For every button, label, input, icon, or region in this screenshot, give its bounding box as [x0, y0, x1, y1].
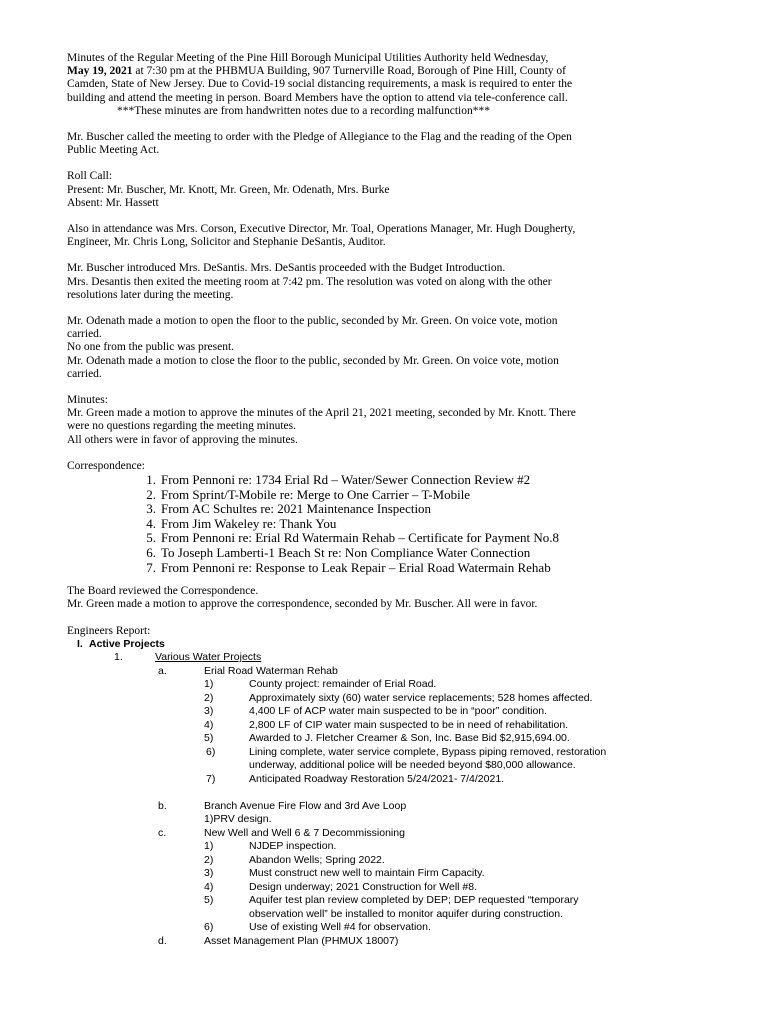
text-span: 1)PRV design. — [204, 813, 272, 826]
subproject-a — [67, 665, 707, 679]
text-span: Mr. Green made a motion to approve the correspondence, seconded by Mr. Buscher. All were in favor. — [67, 598, 538, 611]
text-span: Design underway; 2021 Construction for Well #8. — [249, 880, 478, 893]
absent-list: Absent: Mr. Hassett — [67, 196, 159, 209]
text-span: No one from the public was present. — [67, 341, 235, 354]
correspondence-section — [67, 460, 707, 575]
text-span: carried. — [67, 328, 102, 341]
text-span: carried. — [67, 367, 102, 380]
text-span: All others were in favor of approving the minutes. — [67, 433, 298, 446]
text-span: 5) — [204, 894, 214, 907]
project-heading — [67, 651, 707, 665]
text-span: 3) — [204, 705, 214, 718]
correspondence-review — [67, 585, 707, 611]
roll-call-section — [67, 170, 707, 210]
list-item — [134, 531, 707, 546]
subproject-d — [67, 935, 707, 949]
text-span: resolutions later during the meeting. — [67, 288, 234, 301]
text-span: New Well and Well 6 & 7 Decommissioning — [204, 826, 405, 839]
list-item — [67, 692, 707, 706]
text-span: From Jim Wakeley re: Thank You — [161, 515, 337, 531]
spacer — [67, 786, 707, 800]
list-item — [67, 746, 707, 760]
list-item — [67, 881, 707, 895]
text-span: 2) — [204, 691, 214, 704]
subproject-b — [67, 800, 707, 814]
text-span: 6. — [146, 545, 156, 561]
public-paragraph — [67, 315, 707, 381]
text-span: To Joseph Lamberti-1 Beach St re: Non Compliance Water Connection — [161, 545, 531, 561]
text-span: 4) — [204, 880, 214, 893]
text-span: 1) — [204, 840, 214, 853]
list-item — [67, 854, 707, 868]
text-span: 4) — [204, 718, 214, 731]
text-span: Must construct new well to maintain Firm Capacity. — [249, 867, 485, 880]
attendance-paragraph — [67, 223, 707, 249]
text-span: 1. — [114, 651, 123, 664]
text-span: 2. — [146, 486, 156, 502]
text-span: d. — [158, 934, 167, 947]
section-heading — [67, 638, 707, 652]
text-span: Engineer, Mr. Chris Long, Solicitor and Stephanie DeSantis, Auditor. — [67, 236, 386, 249]
text-span: Mrs. Desantis then exited the meeting room at 7:42 pm. The resolution was voted on along with the other — [67, 275, 552, 288]
present-list: Present: Mr. Buscher, Mr. Knott, Mr. Green, Mr. Odenath, Mrs. Burke — [67, 183, 390, 196]
list-item — [67, 678, 707, 692]
text-span: From Sprint/T-Mobile re: Merge to One Carrier – T-Mobile — [161, 486, 471, 502]
text-span: a. — [158, 664, 167, 677]
text-span: underway, additional police will be needed beyond $80,000 allowance. — [249, 759, 576, 772]
text-span: Mr. Odenath made a motion to close the floor to the public, seconded by Mr. Green. On voice vote, motion — [67, 354, 559, 367]
text-span: County project: remainder of Erial Road. — [249, 678, 437, 691]
list-item — [67, 894, 707, 908]
list-item — [67, 921, 707, 935]
text-span: Asset Management Plan (PHMUX 18007) — [204, 934, 399, 947]
text-span: Use of existing Well #4 for observation. — [249, 921, 431, 934]
list-item — [134, 488, 707, 503]
text-span: Abandon Wells; Spring 2022. — [249, 853, 385, 866]
text-span: 2) — [204, 853, 214, 866]
text-span: 1. — [146, 472, 156, 488]
text-span: 6) — [206, 745, 216, 758]
text-span: 2,800 LF of CIP water main suspected to be in need of rehabilitation. — [249, 718, 569, 731]
roll-call-heading: Roll Call: — [67, 170, 113, 183]
list-item — [67, 705, 707, 719]
correspondence-list — [134, 473, 707, 575]
text-span: 7. — [146, 559, 156, 575]
text-span: Public Meeting Act. — [67, 144, 160, 157]
text-span — [67, 638, 707, 949]
list-item — [67, 773, 707, 787]
text-span: Mr. Buscher introduced Mrs. DeSantis. Mrs. DeSantis proceeded with the Budget Introduction. — [67, 262, 506, 275]
minutes-document — [67, 52, 707, 948]
call-to-order-paragraph — [67, 131, 707, 157]
text-span: 6) — [204, 921, 214, 934]
budget-paragraph — [67, 262, 707, 302]
minutes-section — [67, 394, 707, 447]
list-item — [67, 840, 707, 854]
list-item-continued — [67, 908, 707, 922]
text-span: observation well” be installed to monitor aquifer during construction. — [249, 907, 564, 920]
list-item — [67, 719, 707, 733]
text-span: were no questions regarding the meeting minutes. — [67, 420, 296, 433]
list-item — [134, 517, 707, 532]
text-span: Mr. Green made a motion to approve the minutes of the April 21, 2021 meeting, seconded by Mr. Knott. There — [67, 407, 576, 420]
text-span: Various Water Projects — [155, 651, 262, 664]
text-span: Awarded to J. Fletcher Creamer & Son, Inc. Base Bid $2,915,694.00. — [249, 732, 570, 745]
list-item — [67, 867, 707, 881]
list-item — [134, 546, 707, 561]
text-span: From Pennoni re: Erial Rd Watermain Rehab – Certificate for Payment No.8 — [161, 530, 560, 546]
engineers-heading: Engineers Report: — [67, 624, 151, 637]
text-span: NJDEP inspection. — [249, 840, 337, 853]
text-span: at 7:30 pm at the PHBMUA Building, 907 Turnerville Road, Borough of Pine Hill, County of — [132, 65, 566, 78]
intro-paragraph — [67, 52, 707, 118]
list-item-continued — [67, 759, 707, 773]
correspondence-heading: Correspondence: — [67, 459, 145, 472]
engineers-report — [67, 625, 707, 949]
text-span: Active Projects — [89, 637, 165, 650]
text-span: Lining complete, water service complete, Bypass piping removed, restoration — [249, 745, 607, 758]
list-item — [67, 732, 707, 746]
subproject-c — [67, 827, 707, 841]
intro-line: building and attend the meeting in person. Board Members have the option to attend via tele-conference call. — [67, 91, 568, 104]
text-span: 1) — [204, 678, 214, 691]
list-item — [134, 561, 707, 576]
text-span: 7) — [206, 772, 216, 785]
text-span: Branch Avenue Fire Flow and 3rd Ave Loop — [204, 799, 407, 812]
text-span: Anticipated Roadway Restoration 5/24/2021- 7/4/2021. — [249, 772, 505, 785]
text-span: 3. — [146, 501, 156, 517]
text-span: b. — [158, 799, 167, 812]
text-span: c. — [158, 826, 167, 839]
text-span: Erial Road Waterman Rehab — [204, 664, 338, 677]
text-span: From AC Schultes re: 2021 Maintenance Inspection — [161, 501, 432, 517]
text-span: 5) — [204, 732, 214, 745]
text-span: 4,400 LF of ACP water main suspected to be in “poor” condition. — [249, 705, 548, 718]
intro-line: Minutes of the Regular Meeting of the Pine Hill Borough Municipal Utilities Authority held Wednesday, — [67, 52, 549, 64]
text-span: 4. — [146, 515, 156, 531]
intro-line — [67, 65, 707, 78]
text-span: From Pennoni re: 1734 Erial Rd – Water/Sewer Connection Review #2 — [161, 472, 531, 488]
text-span: Also in attendance was Mrs. Corson, Executive Director, Mr. Toal, Operations Manager, Mr. Hugh Dougherty, — [67, 223, 576, 236]
malfunction-note: ***These minutes are from handwritten notes due to a recording malfunction*** — [117, 104, 491, 117]
meeting-date: May 19, 2021 — [67, 65, 133, 78]
text-span: Aquifer test plan review completed by DEP; DEP requested “temporary — [249, 894, 579, 907]
text-span: Mr. Buscher called the meeting to order with the Pledge of Allegiance to the Flag and the reading of the Open — [67, 131, 572, 144]
list-item — [134, 502, 707, 517]
list-item — [134, 473, 707, 488]
text-span: From Pennoni re: Response to Leak Repair – Erial Road Watermain Rehab — [161, 559, 551, 575]
intro-line: Camden, State of New Jersey. Due to Covid-19 social distancing requirements, a mask is required to enter the — [67, 78, 573, 91]
text-span: Approximately sixty (60) water service replacements; 528 homes affected. — [249, 691, 593, 704]
list-item — [67, 813, 707, 827]
text-span: Mr. Odenath made a motion to open the floor to the public, seconded by Mr. Green. On voice vote, motion — [67, 315, 558, 328]
text-span: 5. — [146, 530, 156, 546]
minutes-heading: Minutes: — [67, 394, 108, 407]
text-span: The Board reviewed the Correspondence. — [67, 585, 259, 598]
text-span: I. — [77, 637, 83, 650]
text-span: 3) — [204, 867, 214, 880]
